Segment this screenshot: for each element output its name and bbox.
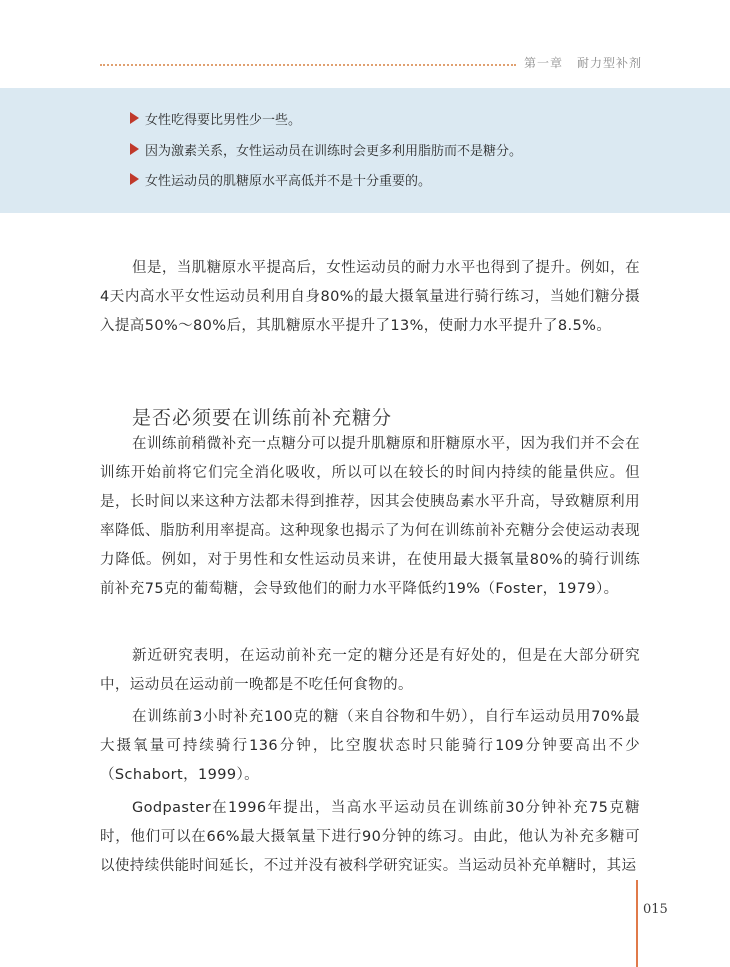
callout-bullet-text: 因为激素关系，女性运动员在训练时会更多利用脂肪而不是糖分。 — [145, 143, 523, 159]
body-paragraph: 在训练前稍微补充一点糖分可以提升肌糖原和肝糖原水平，因为我们并不会在训练开始前将它们完全消化吸收，所以可以在较长的时间内持续的能量供应。但是，长时间以来这种方法都未得到推荐，因其会使胰岛素水平升高，导致糖原利用率降低、脂肪利用率提高。这种现象也揭示了为何在训练前补充糖分会使运动表现力降低。例如，对于男性和女性运动员来讲，在使用最大摄氧量80%的骑行训练前补充75克的葡萄糖，会导致他们的耐力水平降低约19%（Foster，1979）。 — [100, 436, 640, 597]
callout-bullet-text: 女性运动员的肌糖原水平高低并不是十分重要的。 — [145, 173, 432, 189]
callout-bullet-text: 女性吃得要比男性少一些。 — [145, 112, 302, 128]
header-dotted-rule — [100, 64, 516, 66]
body-paragraph: Godpaster在1996年提出，当高水平运动员在训练前30分钟补充75克糖时，他们可以在66%最大摄氧量下进行90分钟的练习。由此，他认为补充多糖可以使持续供能时间延长，不过并没有被科学研究证实。当运动员补充单糖时，其运 — [100, 800, 640, 874]
chapter-title: 耐力型补剂 — [577, 56, 643, 70]
triangle-bullet-icon — [130, 173, 139, 185]
triangle-bullet-icon — [130, 143, 139, 155]
running-header — [524, 54, 642, 71]
callout-bullet — [130, 108, 301, 128]
body-paragraph: 新近研究表明，在运动前补充一定的糖分还是有好处的，但是在大部分研究中，运动员在运动前一晚都是不吃任何食物的。 — [100, 648, 640, 693]
chapter-label: 第一章 — [524, 56, 564, 70]
triangle-bullet-icon — [130, 112, 139, 124]
body-paragraph: 在训练前3小时补充100克的糖（来自谷物和牛奶），自行车运动员用70%最大摄氧量可持续骑行136分钟，比空腹状态时只能骑行109分钟要高出不少（Schabort，1999）。 — [100, 709, 640, 783]
callout-bullet — [130, 139, 522, 159]
page-edge-rule — [636, 880, 638, 967]
page-number: 015 — [643, 902, 668, 917]
section-heading: 是否必须要在训练前补充糖分 — [132, 407, 393, 429]
callout-bullet — [130, 169, 431, 189]
body-paragraph: 但是，当肌糖原水平提高后，女性运动员的耐力水平也得到了提升。例如，在4天内高水平女性运动员利用自身80%的最大摄氧量进行骑行练习，当她们糖分摄入提高50%～80%后，其肌糖原水平提升了13%，使耐力水平提升了8.5%。 — [100, 260, 640, 334]
